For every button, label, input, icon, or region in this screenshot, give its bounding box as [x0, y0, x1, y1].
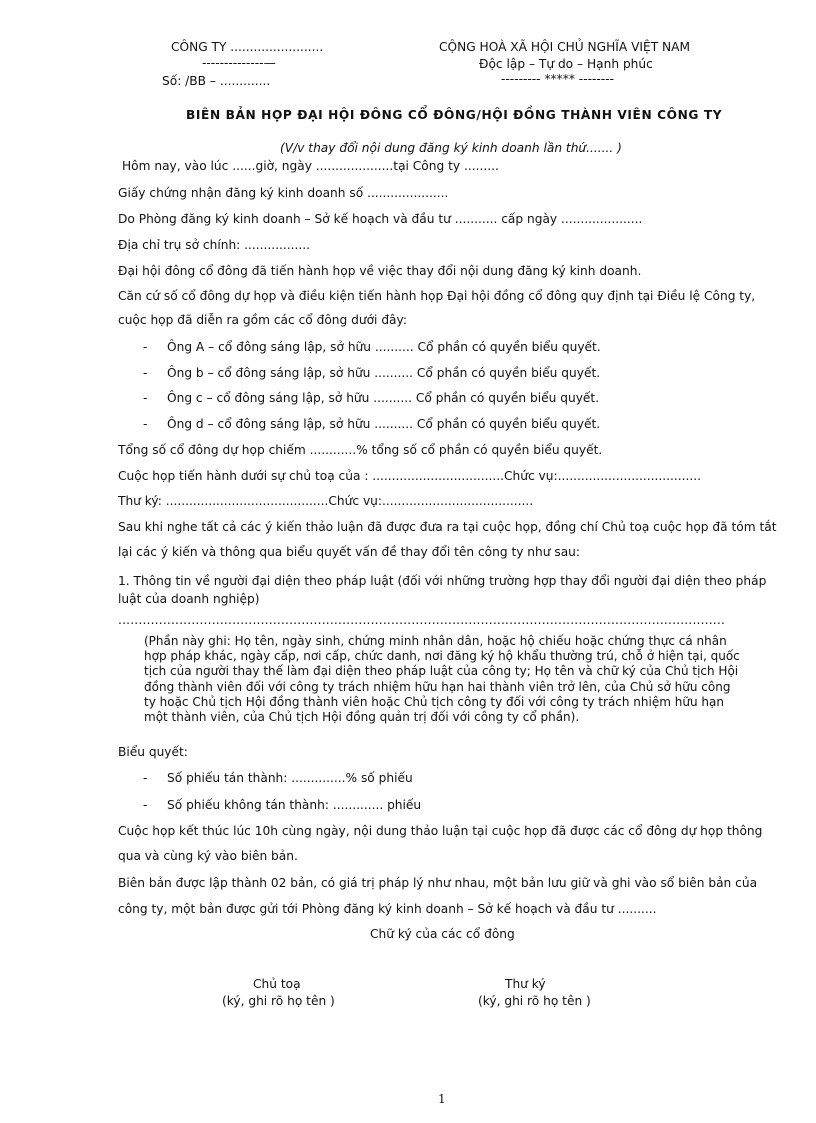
- closing-line-2: qua và cùng ký vào biên bản.: [118, 849, 298, 863]
- vote-label: Biểu quyết:: [118, 745, 188, 759]
- national-motto: Độc lập – Tự do – Hạnh phúc: [479, 57, 653, 71]
- chairperson-line: Cuộc họp tiến hành dưới sự chủ toạ của : ..................................Chức vụ:.....................................: [118, 469, 701, 483]
- vote-reject-item: Số phiếu không tán thành: ............. phiếu: [167, 798, 422, 812]
- attendance-basis-line: Căn cứ số cổ đông dự họp và điều kiện tiến hành họp Đại hội đồng cổ đông quy định tại Điều lệ Công ty,: [118, 289, 756, 303]
- shareholder-item: Ông c – cổ đông sáng lập, sở hữu .......... Cổ phần có quyền biểu quyết.: [167, 391, 600, 405]
- list-bullet: -: [143, 798, 148, 812]
- list-bullet: -: [143, 771, 148, 785]
- copies-line-2: công ty, một bản được gửi tới Phòng đăng ký kinh doanh – Sở kế hoạch và đầu tư ..........: [118, 902, 657, 916]
- list-bullet: -: [143, 417, 148, 431]
- representative-heading-2: luật của doanh nghiệp): [118, 592, 260, 606]
- meeting-time-line: Hôm nay, vào lúc ......giờ, ngày ....................tại Công ty .........: [122, 159, 499, 173]
- vote-approve-item: Số phiếu tán thành: ..............% số phiếu: [167, 771, 413, 785]
- attendance-basis-line-2: cuộc họp đã diễn ra gồm các cổ đông dưới đây:: [118, 313, 407, 327]
- list-bullet: -: [143, 391, 148, 405]
- business-cert-line: Giấy chứng nhận đăng ký kinh doanh số .....................: [118, 186, 449, 200]
- document-title: BIÊN BẢN HỌP ĐẠI HỘI ĐÔNG CỔ ĐÔNG/HỘI ĐỒNG THÀNH VIÊN CÔNG TY: [186, 108, 723, 122]
- copies-line: Biên bản được lập thành 02 bản, có giá trị pháp lý như nhau, một bản lưu giữ và ghi vào sổ biên bản của: [118, 876, 758, 890]
- summary-line-2: lại các ý kiến và thông qua biểu quyết vấn đề thay đổi tên công ty như sau:: [118, 545, 581, 559]
- list-bullet: -: [143, 340, 148, 354]
- head-office-line: Địa chỉ trụ sở chính: .................: [118, 238, 311, 252]
- meeting-purpose-line: Đại hội đông cổ đông đã tiến hành họp về việc thay đổi nội dung đăng ký kinh doanh.: [118, 264, 642, 278]
- list-bullet: -: [143, 366, 148, 380]
- summary-line: Sau khi nghe tất cả các ý kiến thảo luận đã được đưa ra tại cuộc họp, đồng chí Chủ toạ cuộc họp đã tóm tắt: [118, 520, 777, 534]
- signatures-heading: Chữ ký của các cổ đông: [370, 927, 515, 941]
- secretary-signature-note: (ký, ghi rõ họ tên ): [478, 994, 591, 1008]
- shareholder-item: Ông A – cổ đông sáng lập, sở hữu .......... Cổ phần có quyền biểu quyết.: [167, 340, 601, 354]
- company-label: CÔNG TY ........................: [171, 40, 324, 54]
- registration-office-line: Do Phòng đăng ký kinh doanh – Sở kế hoạch và đầu tư ........... cấp ngày .....................: [118, 212, 643, 226]
- dotted-fill-line: .....................................................................................................................................................: [118, 613, 726, 627]
- attendance-total-line: Tổng số cổ đông dự họp chiếm ............% tổng số cổ phần có quyền biểu quyết.: [118, 443, 603, 457]
- page-number: 1: [438, 1092, 446, 1106]
- representative-heading: 1. Thông tin về người đại diện theo pháp luật (đối với những trường hợp thay đổi người đại diện theo pháp: [118, 574, 767, 588]
- shareholder-item: Ông b – cổ đông sáng lập, sở hữu .......... Cổ phần có quyền biểu quyết.: [167, 366, 601, 380]
- secretary-signature-label: Thư ký: [505, 977, 546, 991]
- national-title: CỘNG HOÀ XÃ HỘI CHỦ NGHĨA VIỆT NAM: [439, 40, 690, 54]
- secretary-line: Thư ký: ..........................................Chức vụ:.......................................: [118, 494, 534, 508]
- representative-note: (Phần này ghi: Họ tên, ngày sinh, chứng minh nhân dân, hoặc hộ chiếu hoặc chứng thực cá nhân hợp pháp khác, ngày cấp, nơi cấp, chức danh, nơi đăng ký hộ khẩu thường trú, chỗ ở hiện tại, quốc tịch của người thay thế làm đại diện theo pháp luật của công ty; Họ tên và chữ ký của Chủ tịch Hội đồng thành viên đối với công ty trách nhiệm hữu hạn hai thành viên trở lên, của Chủ sở hữu công ty hoặc Chủ tịch Hội đồng thành viên hoặc Chủ tịch công ty đối với công ty trách nhiệm hữu hạn một thành viên, của Chủ tịch Hội đồng quản trị đối với công ty cổ phần).: [144, 634, 740, 725]
- shareholder-item: Ông d – cổ đông sáng lập, sở hữu .......... Cổ phần có quyền biểu quyết.: [167, 417, 601, 431]
- document-number: Số: /BB – .............: [162, 74, 271, 88]
- motto-underline: --------- ***** --------: [501, 72, 614, 86]
- document-subtitle: (V/v thay đổi nội dung đăng ký kinh doanh lần thứ....... ): [280, 141, 622, 155]
- closing-line: Cuộc họp kết thúc lúc 10h cùng ngày, nội dung thảo luận tại cuộc họp đã được các cổ đông dự họp thông: [118, 824, 763, 838]
- chair-signature-label: Chủ toạ: [253, 977, 301, 991]
- company-underline: --------------—: [202, 56, 276, 70]
- chair-signature-note: (ký, ghi rõ họ tên ): [222, 994, 335, 1008]
